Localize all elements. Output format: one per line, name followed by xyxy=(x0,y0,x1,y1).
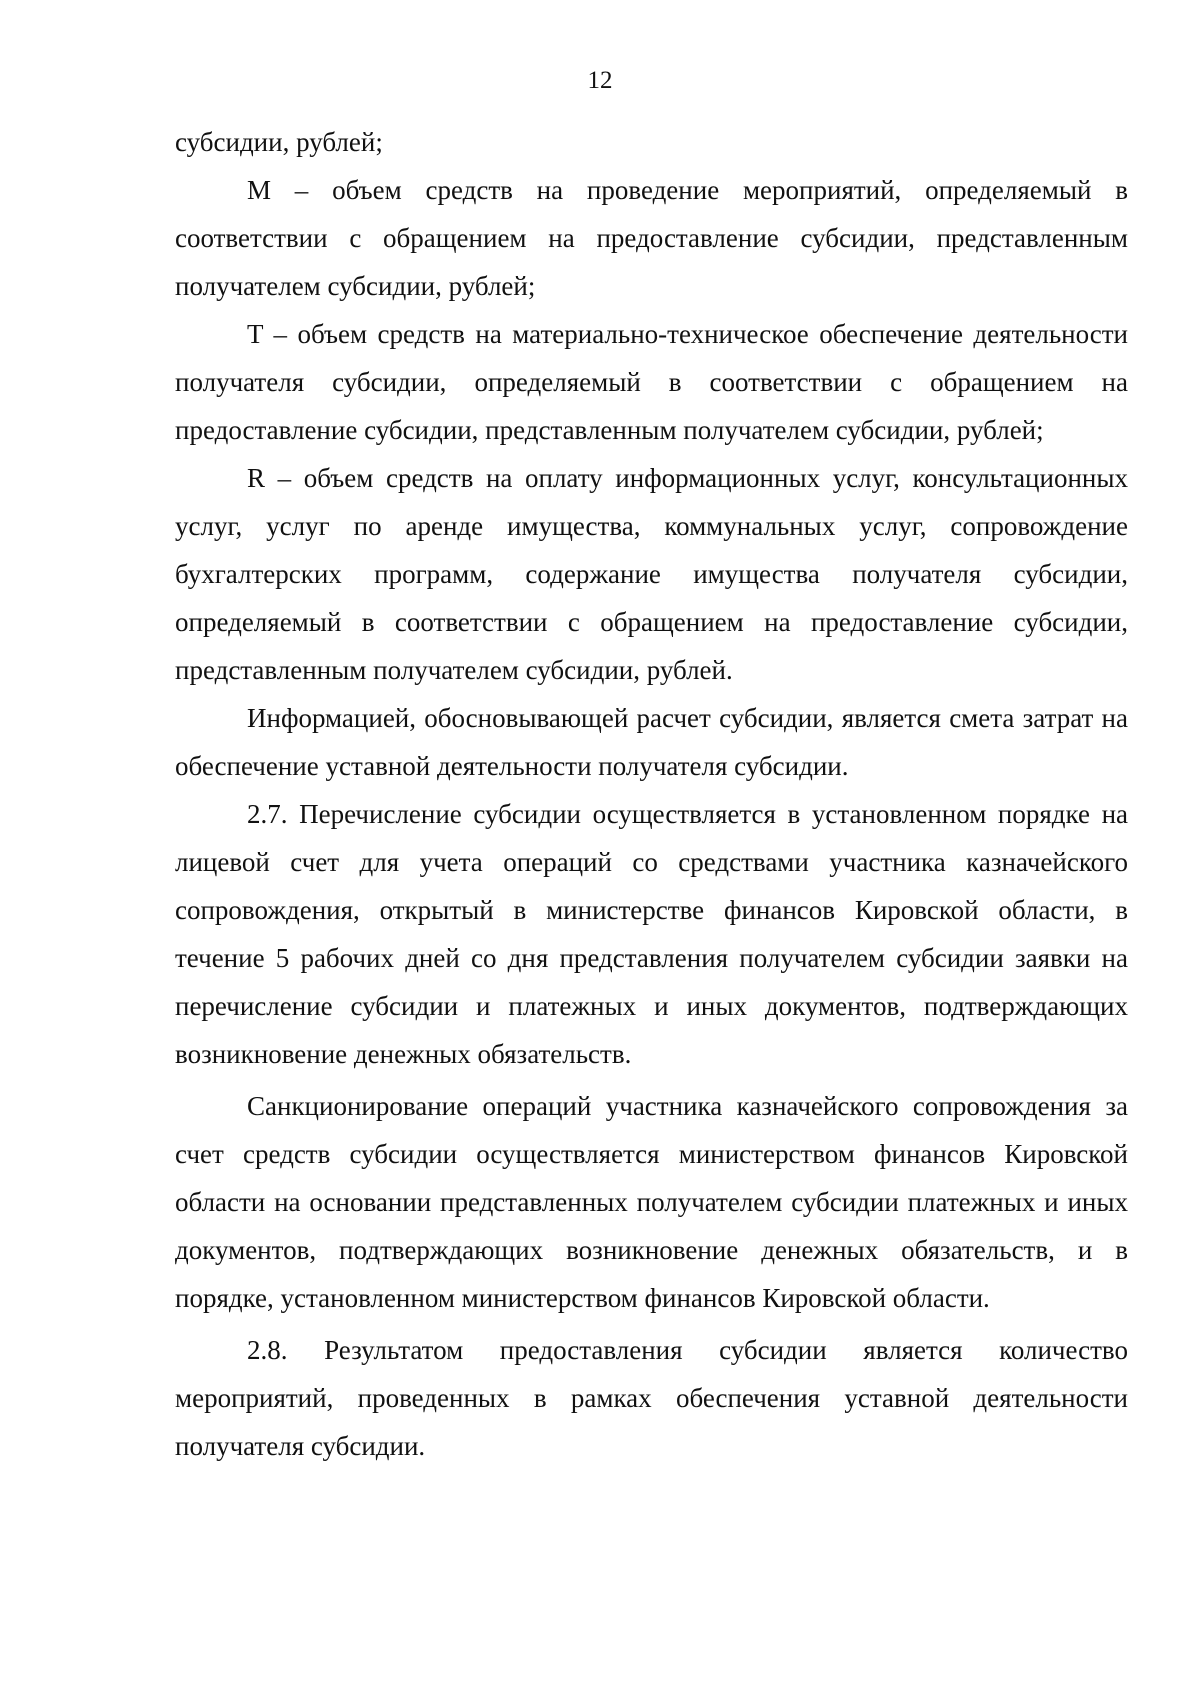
paragraph-r-definition: R – объем средств на оплату информационных услуг, консультационных услуг, услуг по аренде имущества, коммунальных услуг, сопровождение бухгалтерских программ, содержание имущества получателя субсидии, определяемый в соответствии с обращением на предоставление субсидии, представленным получателем субсидии, рублей. xyxy=(175,463,1128,685)
paragraph-clause-2-8: 2.8. Результатом предоставления субсидии является количество мероприятий, проведенных в рамках обеспечения уставной деятельности получателя субсидии. xyxy=(175,1335,1128,1461)
paragraph-authorization: Санкционирование операций участника казначейского сопровождения за счет средств субсидии осуществляется министерством финансов Кировской области на основании представленных получателем субсидии платежных и иных документов, подтверждающих возникновение денежных обязательств, и в порядке, установленном министерством финансов Кировской области. xyxy=(175,1091,1128,1313)
paragraph-clause-2-7: 2.7. Перечисление субсидии осуществляется в установленном порядке на лицевой счет для учета операций со средствами участника казначейского сопровождения, открытый в министерстве финансов Кировской области, в течение 5 рабочих дней со дня представления получателем субсидии заявки на перечисление субсидии и платежных и иных документов, подтверждающих возникновение денежных обязательств. xyxy=(175,799,1128,1069)
paragraph-m-definition: M – объем средств на проведение мероприятий, определяемый в соответствии с обращением на предоставление субсидии, представленным получателем субсидии, рублей; xyxy=(175,175,1128,301)
document-body xyxy=(175,118,1128,1470)
paragraph-t-definition: T – объем средств на материально-техническое обеспечение деятельности получателя субсидии, определяемый в соответствии с обращением на предоставление субсидии, представленным получателем субсидии, рублей; xyxy=(175,319,1128,445)
page-number: 12 xyxy=(587,67,613,94)
paragraph-justification-info: Информацией, обосновывающей расчет субсидии, является смета затрат на обеспечение уставной деятельности получателя субсидии. xyxy=(175,703,1128,781)
paragraph-continuation: субсидии, рублей; xyxy=(175,127,383,157)
